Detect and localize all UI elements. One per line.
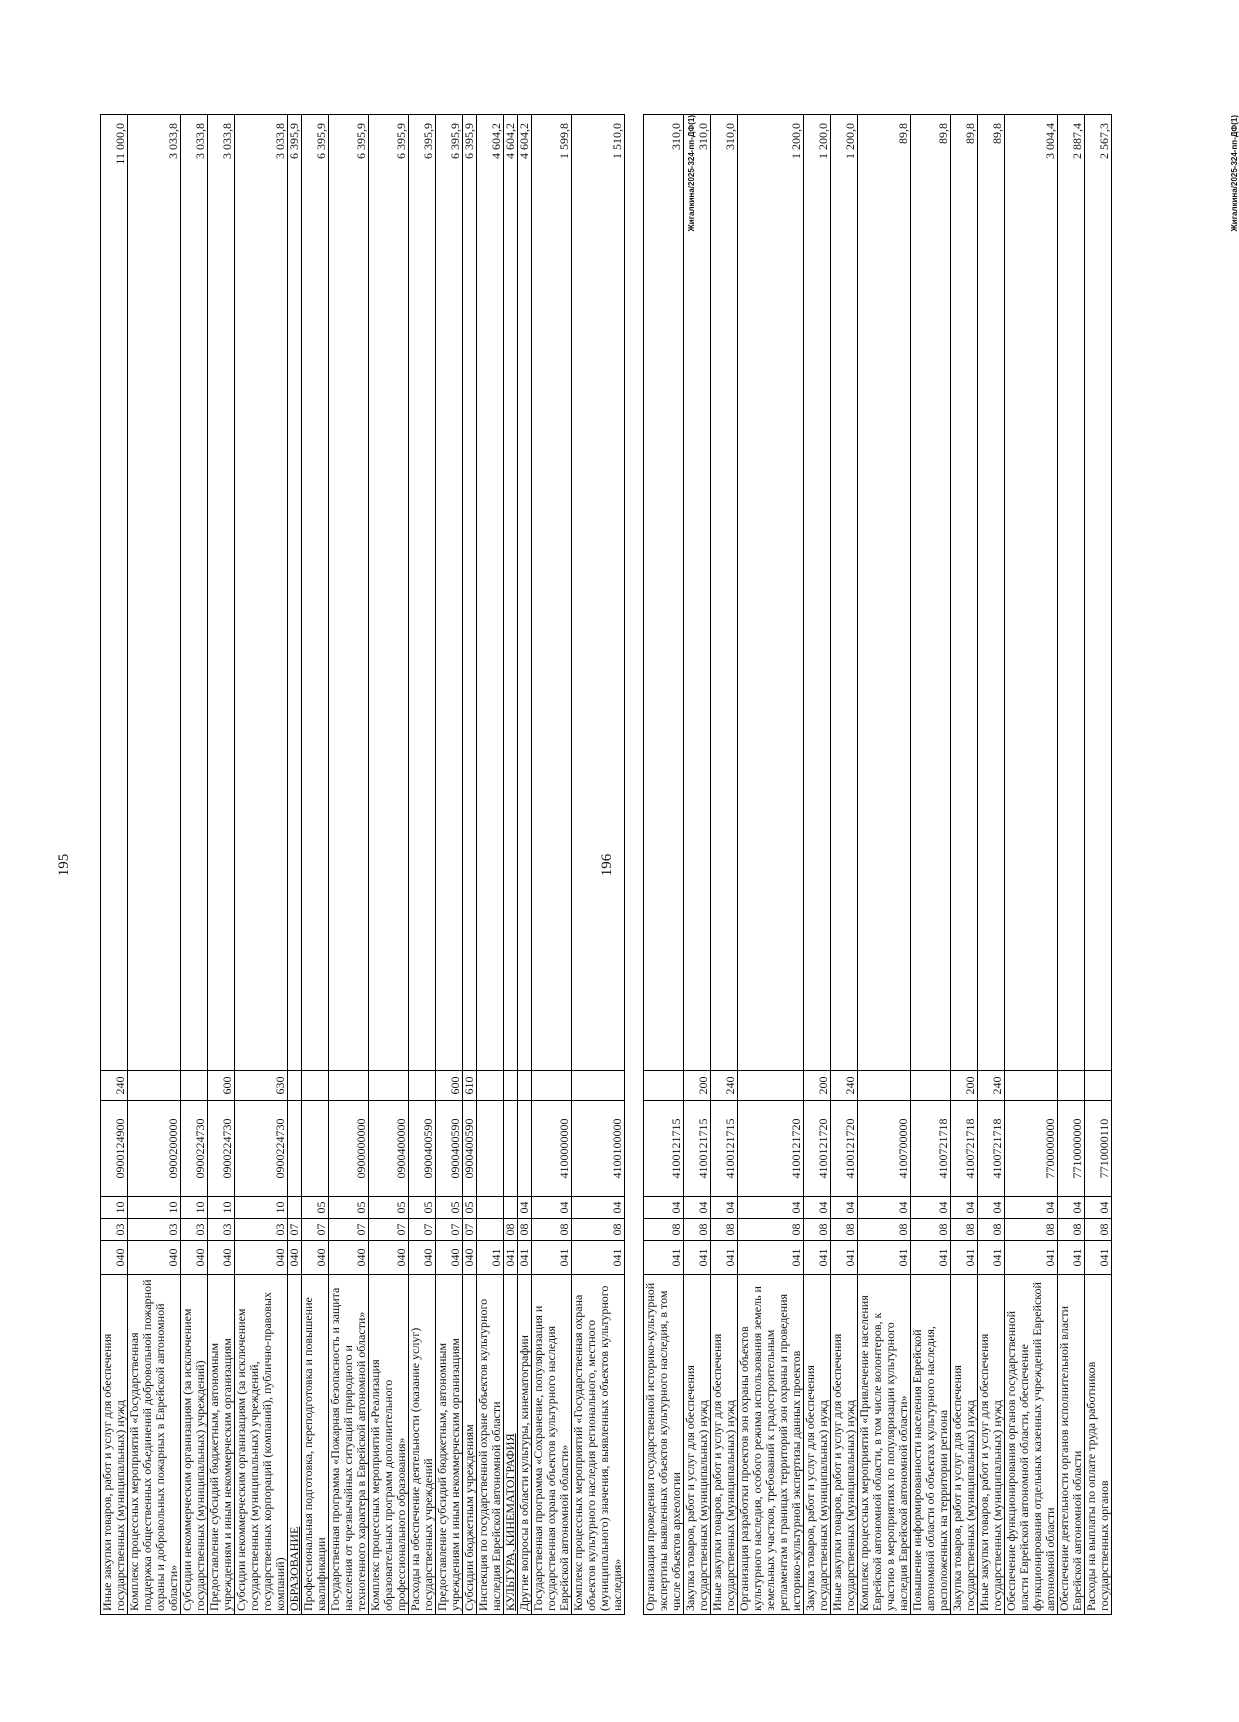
page-number: 195 bbox=[56, 853, 72, 877]
cell-adm: 040 bbox=[128, 1241, 181, 1275]
cell-vr: 240 bbox=[101, 1071, 128, 1101]
table-row bbox=[518, 115, 532, 1615]
table-row bbox=[208, 115, 235, 1615]
cell-csr: 4100721718 bbox=[951, 1101, 978, 1197]
cell-vr: 240 bbox=[978, 1071, 1005, 1101]
cell-adm: 040 bbox=[235, 1241, 288, 1275]
cell-name: Предоставление субсидий бюджетным, автономным учреждениям и иным некоммерческим организациям bbox=[208, 1275, 235, 1615]
table-row bbox=[684, 115, 711, 1615]
cell-name: Иные закупки товаров, работ и услуг для обеспечения государственных (муниципальных) нужд bbox=[101, 1275, 128, 1615]
cell-name: Предоставление субсидий бюджетным, автономным учреждениям и иным некоммерческим организациям bbox=[436, 1275, 463, 1615]
cell-vr bbox=[409, 1071, 436, 1101]
cell-vr bbox=[302, 1071, 329, 1101]
cell-name: Обеспечение функционирования органов государственной власти Еврейской автономной области, обеспечение функционирования отдельных казенных учреждений Еврейской автономной области bbox=[1005, 1275, 1058, 1615]
cell-csr: 7710000000 bbox=[1058, 1101, 1085, 1197]
cell-pr: 04 bbox=[518, 1197, 532, 1219]
cell-vr: 240 bbox=[711, 1071, 738, 1101]
cell-pr: 04 bbox=[532, 1197, 572, 1219]
cell-vr bbox=[532, 1071, 572, 1101]
cell-adm: 040 bbox=[288, 1241, 302, 1275]
cell-rz: 08 bbox=[532, 1219, 572, 1241]
cell-sum: 89,8 bbox=[978, 115, 1005, 1071]
cell-rz: 08 bbox=[572, 1219, 625, 1241]
cell-sum: 3 033,8 bbox=[208, 115, 235, 1071]
cell-name: Другие вопросы в области культуры, кинематографии bbox=[518, 1275, 532, 1615]
cell-rz: 08 bbox=[518, 1219, 532, 1241]
cell-rz: 08 bbox=[504, 1219, 518, 1241]
cell-rz bbox=[477, 1219, 504, 1241]
cell-adm: 041 bbox=[684, 1241, 711, 1275]
cell-adm: 040 bbox=[329, 1241, 369, 1275]
cell-rz: 07 bbox=[302, 1219, 329, 1241]
table-row bbox=[235, 115, 288, 1615]
cell-pr: 04 bbox=[1058, 1197, 1085, 1219]
cell-pr bbox=[288, 1197, 302, 1219]
cell-sum: 11 000,0 bbox=[101, 115, 128, 1071]
cell-name: Иные закупки товаров, работ и услуг для обеспечения государственных (муниципальных) нужд bbox=[831, 1275, 858, 1615]
cell-csr: 0900400590 bbox=[409, 1101, 436, 1197]
cell-sum: 6 395,9 bbox=[329, 115, 369, 1071]
cell-vr: 240 bbox=[831, 1071, 858, 1101]
cell-csr: 4100000000 bbox=[532, 1101, 572, 1197]
cell-name: Комплекс процессных мероприятий «Реализация образовательных программ дополнительного профессионального образования» bbox=[369, 1275, 409, 1615]
table-row bbox=[532, 115, 572, 1615]
cell-vr bbox=[572, 1071, 625, 1101]
cell-rz: 07 bbox=[288, 1219, 302, 1241]
cell-adm: 041 bbox=[804, 1241, 831, 1275]
cell-name: Закупка товаров, работ и услуг для обеспечения государственных (муниципальных) нужд bbox=[951, 1275, 978, 1615]
cell-csr: 4100121720 bbox=[738, 1101, 804, 1197]
cell-csr bbox=[518, 1101, 532, 1197]
cell-csr: 0900400590 bbox=[436, 1101, 463, 1197]
cell-sum: 4 604,2 bbox=[518, 115, 532, 1071]
cell-adm: 041 bbox=[1058, 1241, 1085, 1275]
cell-name: Комплекс процессных мероприятий «Государственная охрана объектов культурного наследия регионального, местного (муниципального) значения, выявленных объектов культурного наследия» bbox=[572, 1275, 625, 1615]
cell-rz: 07 bbox=[369, 1219, 409, 1241]
cell-vr: 200 bbox=[951, 1071, 978, 1101]
cell-vr: 600 bbox=[436, 1071, 463, 1101]
cell-name: Закупка товаров, работ и услуг для обеспечения государственных (муниципальных) нужд bbox=[804, 1275, 831, 1615]
table-row bbox=[911, 115, 951, 1615]
cell-adm: 041 bbox=[1085, 1241, 1112, 1275]
cell-adm: 041 bbox=[518, 1241, 532, 1275]
cell-sum: 310,0 bbox=[711, 115, 738, 1071]
cell-sum: 3 033,8 bbox=[235, 115, 288, 1071]
table-row bbox=[1058, 115, 1085, 1615]
table-row bbox=[101, 115, 128, 1615]
footer-note: Жигалкина/2025-324-пп-ДФ(1) bbox=[1230, 115, 1239, 232]
table-row bbox=[831, 115, 858, 1615]
cell-csr: 0900224730 bbox=[235, 1101, 288, 1197]
cell-csr: 4100721718 bbox=[978, 1101, 1005, 1197]
cell-csr: 4100100000 bbox=[572, 1101, 625, 1197]
cell-sum: 6 395,9 bbox=[409, 115, 436, 1071]
cell-adm: 041 bbox=[572, 1241, 625, 1275]
budget-table bbox=[643, 114, 1112, 1615]
cell-pr: 05 bbox=[463, 1197, 477, 1219]
cell-pr bbox=[477, 1197, 504, 1219]
cell-rz: 03 bbox=[101, 1219, 128, 1241]
cell-pr: 04 bbox=[572, 1197, 625, 1219]
cell-vr: 600 bbox=[208, 1071, 235, 1101]
cell-sum: 89,8 bbox=[951, 115, 978, 1071]
cell-adm: 041 bbox=[532, 1241, 572, 1275]
cell-csr: 0900200000 bbox=[128, 1101, 181, 1197]
cell-adm: 041 bbox=[644, 1241, 684, 1275]
cell-name: Расходы на выплаты по оплате труда работников государственных органов bbox=[1085, 1275, 1112, 1615]
page-number: 196 bbox=[599, 853, 615, 877]
cell-name: Обеспечение деятельности органов исполнительной власти Еврейской автономной области bbox=[1058, 1275, 1085, 1615]
cell-pr: 04 bbox=[804, 1197, 831, 1219]
cell-vr bbox=[181, 1071, 208, 1101]
cell-pr bbox=[504, 1197, 518, 1219]
cell-adm: 041 bbox=[858, 1241, 911, 1275]
cell-pr: 04 bbox=[711, 1197, 738, 1219]
cell-vr bbox=[1058, 1071, 1085, 1101]
cell-rz: 03 bbox=[208, 1219, 235, 1241]
cell-name: Комплекс процессных мероприятий «Привлечение населения Еврейской автономной области, в том числе волонтеров, к участию в мероприятиях по популяризации культурного наследия Еврейской автономной области» bbox=[858, 1275, 911, 1615]
cell-pr: 10 bbox=[101, 1197, 128, 1219]
cell-name: Повышение информированности населения Еврейской автономной области об объектах культурного наследия, расположенных на территории региона bbox=[911, 1275, 951, 1615]
cell-adm: 040 bbox=[302, 1241, 329, 1275]
cell-vr bbox=[329, 1071, 369, 1101]
cell-pr: 10 bbox=[128, 1197, 181, 1219]
cell-csr: 0900400000 bbox=[369, 1101, 409, 1197]
cell-csr: 4100121715 bbox=[711, 1101, 738, 1197]
cell-pr: 10 bbox=[208, 1197, 235, 1219]
cell-sum: 4 604,2 bbox=[477, 115, 504, 1071]
cell-name: Комплекс процессных мероприятий «Государственная поддержка общественных объединений добровольной пожарной охраны и добровольных пожарных в Еврейской автономной области» bbox=[128, 1275, 181, 1615]
cell-rz: 08 bbox=[911, 1219, 951, 1241]
table-row bbox=[644, 115, 684, 1615]
table-row bbox=[858, 115, 911, 1615]
cell-sum: 6 395,9 bbox=[463, 115, 477, 1071]
cell-csr bbox=[504, 1101, 518, 1197]
cell-sum: 89,8 bbox=[858, 115, 911, 1071]
cell-pr: 05 bbox=[409, 1197, 436, 1219]
cell-pr: 04 bbox=[684, 1197, 711, 1219]
cell-rz: 08 bbox=[831, 1219, 858, 1241]
cell-csr: 7710000110 bbox=[1085, 1101, 1112, 1197]
cell-pr: 04 bbox=[738, 1197, 804, 1219]
cell-csr: 0900400590 bbox=[463, 1101, 477, 1197]
cell-adm: 041 bbox=[951, 1241, 978, 1275]
cell-sum: 3 033,8 bbox=[128, 115, 181, 1071]
cell-sum: 4 604,2 bbox=[504, 115, 518, 1071]
cell-csr: 4100721718 bbox=[911, 1101, 951, 1197]
cell-rz: 03 bbox=[128, 1219, 181, 1241]
cell-csr bbox=[288, 1101, 302, 1197]
cell-pr: 04 bbox=[831, 1197, 858, 1219]
cell-vr bbox=[1005, 1071, 1058, 1101]
cell-pr: 04 bbox=[1005, 1197, 1058, 1219]
cell-sum: 1 200,0 bbox=[804, 115, 831, 1071]
cell-rz: 03 bbox=[235, 1219, 288, 1241]
table-row bbox=[738, 115, 804, 1615]
table-row bbox=[951, 115, 978, 1615]
cell-adm: 041 bbox=[831, 1241, 858, 1275]
cell-sum: 6 395,9 bbox=[288, 115, 302, 1071]
cell-vr bbox=[911, 1071, 951, 1101]
cell-adm: 041 bbox=[711, 1241, 738, 1275]
cell-rz: 08 bbox=[858, 1219, 911, 1241]
cell-sum: 6 395,9 bbox=[436, 115, 463, 1071]
cell-csr: 4100700000 bbox=[858, 1101, 911, 1197]
cell-csr: 0900224730 bbox=[181, 1101, 208, 1197]
cell-sum: 1 200,0 bbox=[738, 115, 804, 1071]
cell-name: КУЛЬТУРА, КИНЕМАТОГРАФИЯ bbox=[504, 1275, 518, 1615]
cell-adm: 040 bbox=[409, 1241, 436, 1275]
cell-rz: 08 bbox=[804, 1219, 831, 1241]
cell-adm: 041 bbox=[1005, 1241, 1058, 1275]
cell-csr: 0900000000 bbox=[329, 1101, 369, 1197]
cell-sum: 310,0 bbox=[684, 115, 711, 1071]
cell-vr bbox=[288, 1071, 302, 1101]
cell-name: Организация разработки проектов зон охраны объектов культурного наследия, особого режима использования земель и земельных участков, требований к градостроительным регламентам в границах территорий зон охраны и проведения историко-культурной экспертизы данных проектов bbox=[738, 1275, 804, 1615]
cell-rz: 07 bbox=[409, 1219, 436, 1241]
cell-sum: 2 887,4 bbox=[1058, 115, 1085, 1071]
cell-sum: 89,8 bbox=[911, 115, 951, 1071]
cell-csr: 4100121720 bbox=[831, 1101, 858, 1197]
cell-rz: 08 bbox=[951, 1219, 978, 1241]
cell-rz: 03 bbox=[181, 1219, 208, 1241]
cell-name: Профессиональная подготовка, переподготовка и повышение квалификации bbox=[302, 1275, 329, 1615]
table-row bbox=[572, 115, 625, 1615]
cell-adm: 040 bbox=[181, 1241, 208, 1275]
cell-pr: 10 bbox=[235, 1197, 288, 1219]
cell-name: Закупка товаров, работ и услуг для обеспечения государственных (муниципальных) нужд bbox=[684, 1275, 711, 1615]
cell-rz: 08 bbox=[684, 1219, 711, 1241]
cell-vr bbox=[858, 1071, 911, 1101]
table-row bbox=[804, 115, 831, 1615]
cell-pr: 04 bbox=[644, 1197, 684, 1219]
cell-csr: 0900224730 bbox=[208, 1101, 235, 1197]
cell-adm: 040 bbox=[369, 1241, 409, 1275]
cell-vr: 200 bbox=[684, 1071, 711, 1101]
cell-vr bbox=[477, 1071, 504, 1101]
cell-rz: 07 bbox=[463, 1219, 477, 1241]
budget-table bbox=[100, 114, 625, 1615]
cell-csr: 4100121715 bbox=[644, 1101, 684, 1197]
cell-name: ОБРАЗОВАНИЕ bbox=[288, 1275, 302, 1615]
cell-pr: 05 bbox=[369, 1197, 409, 1219]
cell-rz: 07 bbox=[436, 1219, 463, 1241]
cell-vr bbox=[369, 1071, 409, 1101]
cell-sum: 1 599,8 bbox=[532, 115, 572, 1071]
cell-sum: 3 033,8 bbox=[181, 115, 208, 1071]
cell-rz: 07 bbox=[329, 1219, 369, 1241]
cell-name: Иные закупки товаров, работ и услуг для обеспечения государственных (муниципальных) нужд bbox=[978, 1275, 1005, 1615]
cell-adm: 041 bbox=[504, 1241, 518, 1275]
cell-pr: 05 bbox=[436, 1197, 463, 1219]
cell-adm: 041 bbox=[477, 1241, 504, 1275]
cell-sum: 6 395,9 bbox=[369, 115, 409, 1071]
cell-csr bbox=[477, 1101, 504, 1197]
cell-adm: 041 bbox=[911, 1241, 951, 1275]
cell-adm: 041 bbox=[978, 1241, 1005, 1275]
cell-csr: 7700000000 bbox=[1005, 1101, 1058, 1197]
cell-adm: 040 bbox=[463, 1241, 477, 1275]
cell-name: Инспекция по государственной охране объектов культурного наследия Еврейской автономной области bbox=[477, 1275, 504, 1615]
table-row bbox=[409, 115, 436, 1615]
cell-rz: 08 bbox=[711, 1219, 738, 1241]
table-row bbox=[463, 115, 477, 1615]
table-row bbox=[181, 115, 208, 1615]
cell-vr bbox=[738, 1071, 804, 1101]
cell-rz: 08 bbox=[1085, 1219, 1112, 1241]
cell-name: Субсидии некоммерческим организациям (за исключением государственных (муниципальных) учреждений, государственных корпораций (компаний), публично-правовых компаний) bbox=[235, 1275, 288, 1615]
cell-pr: 05 bbox=[302, 1197, 329, 1219]
cell-sum: 310,0 bbox=[644, 115, 684, 1071]
cell-name: Организация проведения государственной историко-культурной экспертизы выявленных объектов культурного наследия, в том числе объектов археологии bbox=[644, 1275, 684, 1615]
table-row bbox=[329, 115, 369, 1615]
cell-pr: 04 bbox=[951, 1197, 978, 1219]
cell-vr bbox=[504, 1071, 518, 1101]
table-row bbox=[1005, 115, 1058, 1615]
cell-name: Расходы на обеспечение деятельности (оказание услуг) государственных учреждений bbox=[409, 1275, 436, 1615]
cell-vr bbox=[128, 1071, 181, 1101]
cell-csr: 4100121715 bbox=[684, 1101, 711, 1197]
cell-pr: 04 bbox=[911, 1197, 951, 1219]
table-row bbox=[978, 115, 1005, 1615]
cell-vr bbox=[1085, 1071, 1112, 1101]
table-row bbox=[711, 115, 738, 1615]
table-row bbox=[436, 115, 463, 1615]
cell-adm: 040 bbox=[101, 1241, 128, 1275]
cell-vr bbox=[518, 1071, 532, 1101]
cell-vr bbox=[644, 1071, 684, 1101]
cell-sum: 3 004,4 bbox=[1005, 115, 1058, 1071]
cell-csr: 0900124900 bbox=[101, 1101, 128, 1197]
cell-adm: 040 bbox=[436, 1241, 463, 1275]
table-row bbox=[1085, 115, 1112, 1615]
table-row bbox=[302, 115, 329, 1615]
cell-name: Иные закупки товаров, работ и услуг для обеспечения государственных (муниципальных) нужд bbox=[711, 1275, 738, 1615]
table-row bbox=[369, 115, 409, 1615]
table-row bbox=[288, 115, 302, 1615]
table-row bbox=[477, 115, 504, 1615]
cell-vr: 610 bbox=[463, 1071, 477, 1101]
cell-pr: 05 bbox=[329, 1197, 369, 1219]
footer-note: Жигалкина/2025-324-пп-ДФ(1) bbox=[687, 115, 696, 232]
cell-name: Субсидии бюджетным учреждениям bbox=[463, 1275, 477, 1615]
cell-sum: 2 567,3 bbox=[1085, 115, 1112, 1071]
cell-sum: 6 395,9 bbox=[302, 115, 329, 1071]
cell-rz: 08 bbox=[1005, 1219, 1058, 1241]
cell-rz: 08 bbox=[644, 1219, 684, 1241]
cell-rz: 08 bbox=[738, 1219, 804, 1241]
cell-sum: 1 510,0 bbox=[572, 115, 625, 1071]
cell-adm: 041 bbox=[738, 1241, 804, 1275]
cell-adm: 040 bbox=[208, 1241, 235, 1275]
cell-vr: 630 bbox=[235, 1071, 288, 1101]
table-row bbox=[128, 115, 181, 1615]
cell-pr: 04 bbox=[858, 1197, 911, 1219]
cell-name: Государственная программа «Пожарная безопасность и защита населения от чрезвычайных ситуаций природного и техногенного характера в Еврейской автономной области» bbox=[329, 1275, 369, 1615]
cell-csr bbox=[302, 1101, 329, 1197]
cell-name: Субсидии некоммерческим организациям (за исключением государственных (муниципальных) учреждений) bbox=[181, 1275, 208, 1615]
cell-pr: 10 bbox=[181, 1197, 208, 1219]
cell-rz: 08 bbox=[1058, 1219, 1085, 1241]
cell-name: Государственная программа «Сохранение, популяризация и государственная охрана объектов культурного наследия Еврейской автономной области» bbox=[532, 1275, 572, 1615]
cell-rz: 08 bbox=[978, 1219, 1005, 1241]
table-row bbox=[504, 115, 518, 1615]
cell-vr: 200 bbox=[804, 1071, 831, 1101]
cell-pr: 04 bbox=[1085, 1197, 1112, 1219]
cell-pr: 04 bbox=[978, 1197, 1005, 1219]
cell-sum: 1 200,0 bbox=[831, 115, 858, 1071]
cell-csr: 4100121720 bbox=[804, 1101, 831, 1197]
